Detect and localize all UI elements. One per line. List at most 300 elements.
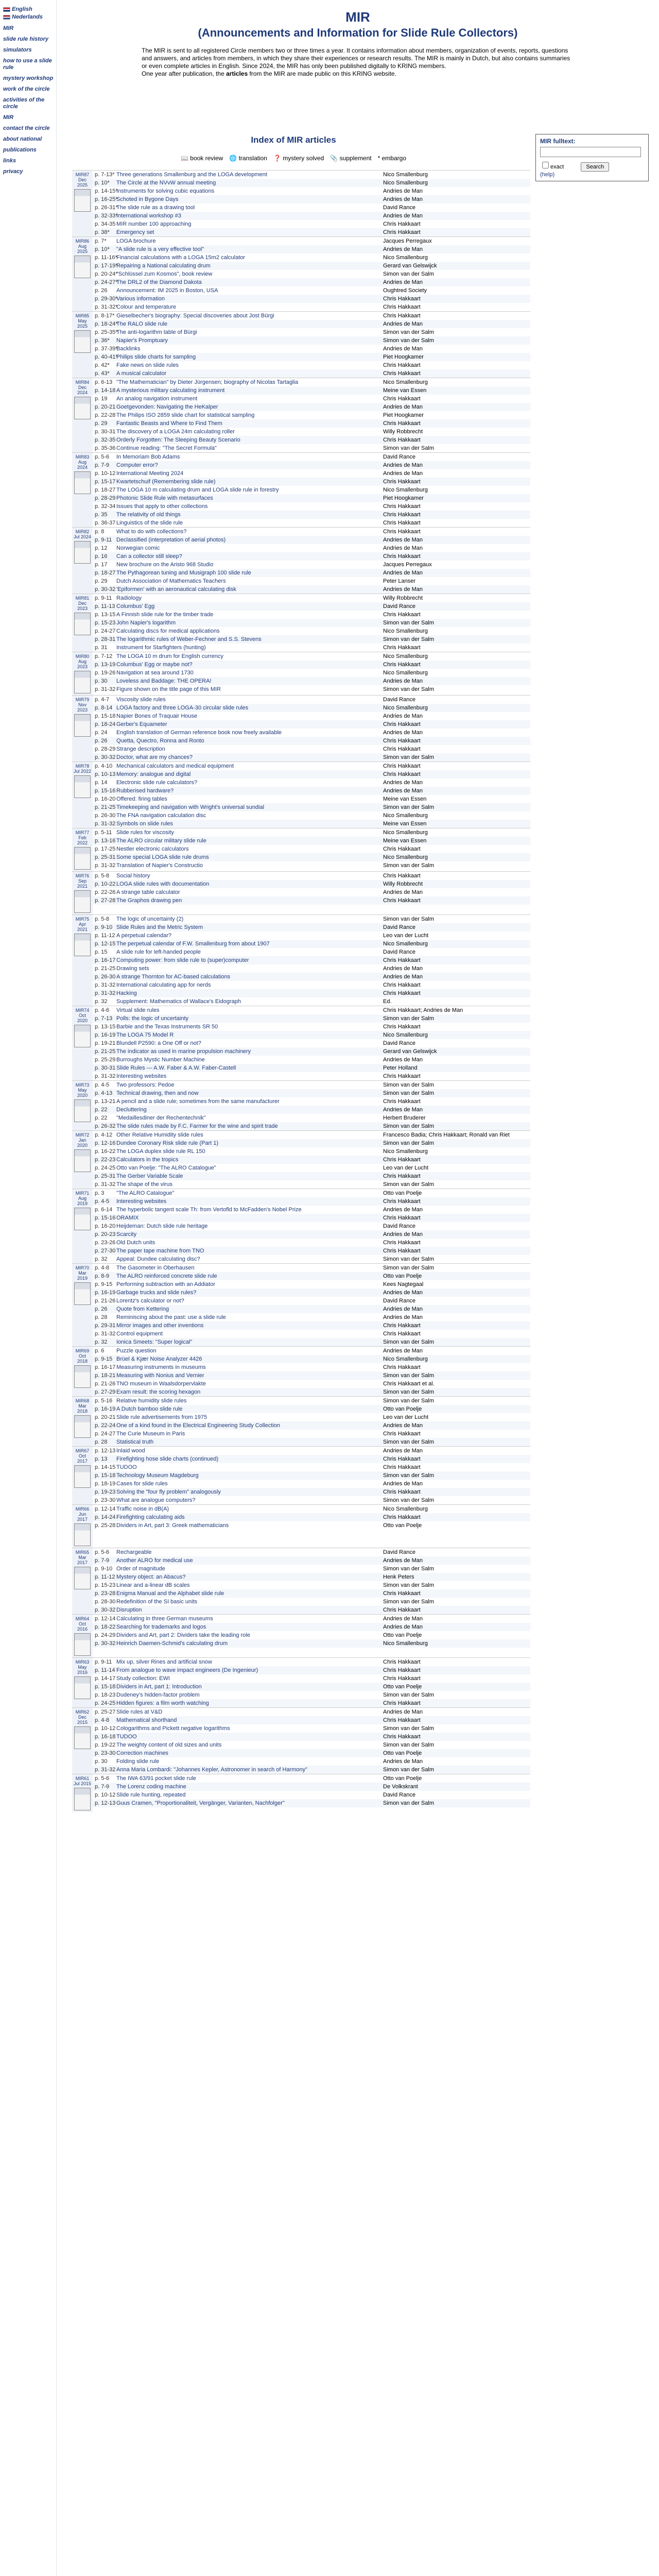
article-row	[93, 872, 530, 880]
issue-cover-image[interactable]	[74, 714, 91, 737]
article-title-link[interactable]: A perpetual calendar?	[116, 933, 172, 939]
article-title-link[interactable]: Blundell P2590: a One Off or not?	[116, 1040, 201, 1046]
search-input[interactable]	[540, 147, 641, 157]
article-title-link[interactable]: MIR number 100 approaching	[116, 221, 192, 227]
issue-cover-image[interactable]	[74, 541, 91, 564]
article-title-link[interactable]: Technology Museum Magdeburg	[116, 1472, 199, 1479]
article-title-link[interactable]: Anna Maria Lombardi: "Johannes Kepler, Astronomer in search of Harmony"	[116, 1767, 307, 1773]
article-title-link[interactable]: Two professors: Pedoe	[116, 1082, 175, 1088]
article-title-link[interactable]: The DRL2 of the Diamond Dakota	[116, 279, 202, 285]
article-pages: p. 18-27	[95, 487, 116, 493]
article-title-link[interactable]: What to do with collections?	[116, 529, 187, 535]
article-title-link[interactable]: Dudeney's hidden-factor problem	[116, 1692, 200, 1698]
article-title-link[interactable]: The LOGA 10 m calculating drum and LOGA slide rule in forestry	[116, 487, 279, 493]
issue-cover-image[interactable]	[74, 397, 91, 419]
article-title-link[interactable]: Heinrich Daemen-Schmid's calculating drum	[116, 1640, 228, 1647]
article-title-link[interactable]: The slide rules made by F.C. Farmer for the wine and spirit trade	[116, 1123, 278, 1129]
article-title-link[interactable]: The anti-logarithm table of Bürgi	[116, 329, 197, 335]
issue-thumbnail[interactable]	[72, 1347, 93, 1396]
article-title-link[interactable]: Drawing sets	[116, 965, 149, 972]
article-title-link[interactable]: Orderly Forgotten: The Sleeping Beauty Scenario	[116, 437, 240, 443]
issue-thumbnail[interactable]	[72, 528, 93, 594]
article-title-link[interactable]: Appeal: Dundee calculating disc?	[116, 1256, 200, 1262]
article-title-link[interactable]: The Gasometer in Oberhausen	[116, 1265, 195, 1271]
issue-cover-image[interactable]	[74, 1099, 91, 1122]
article-title-link[interactable]: Traffic noise in dB(A)	[116, 1506, 169, 1512]
issue-thumbnail[interactable]	[72, 696, 93, 761]
article-title-link[interactable]: Dividers in Art, part 3: Greek mathematicians	[116, 1522, 229, 1529]
article-title-link[interactable]: The Circle at the NVvW annual meeting	[116, 180, 216, 186]
article-title-link[interactable]: Firefighting calculating aids	[116, 1514, 185, 1520]
article-title-link[interactable]: Figure shown on the title page of this MIR	[116, 686, 221, 692]
issue-cover-image[interactable]	[74, 890, 91, 913]
issue-cover-image[interactable]	[74, 1676, 91, 1699]
article-list	[93, 696, 530, 761]
article-title-link[interactable]: Linguistics of the slide rule	[116, 520, 183, 526]
issue-thumbnail[interactable]	[72, 1264, 93, 1346]
article-title-link[interactable]: 'Epiformen' with an aeronautical calculating disk	[116, 586, 236, 592]
article-pages: p. 6-13	[95, 379, 113, 385]
article-title-link[interactable]: TNO museum in Waalsdorpervlakte	[116, 1381, 206, 1387]
article-title-link[interactable]: LOGA brochure	[116, 238, 156, 244]
article-author: Nico Smallenburg	[383, 628, 428, 634]
article-title-link[interactable]: Translation of Napier's Constructio	[116, 862, 203, 869]
article-title-link[interactable]: Emergency set	[116, 229, 154, 235]
article-title-link[interactable]: Some special LOGA slide rule drums	[116, 854, 209, 860]
article-author: Simon van der Salm	[383, 1123, 435, 1129]
article-row	[93, 1297, 530, 1305]
article-title-link[interactable]: Relative humidity slide rules	[116, 1398, 187, 1404]
article-title-link[interactable]: Financial calculations with a LOGA 15m2 calculator	[116, 255, 246, 261]
article-title-link[interactable]: Disruption	[116, 1607, 142, 1613]
article-row	[93, 1214, 530, 1222]
issue-thumbnail[interactable]	[72, 1447, 93, 1504]
article-title-link[interactable]: Declassified (interpretation of aerial photos)	[116, 537, 226, 543]
sidebar-item-0[interactable]: MIR	[3, 25, 14, 31]
sidebar-item-5[interactable]: work of the circle	[3, 86, 50, 92]
article-author: Chris Hakkaart	[383, 612, 421, 618]
article-title-link[interactable]: Colour and temperature	[116, 304, 177, 310]
article-title-link[interactable]: Slide Rules and the Metric System	[116, 924, 203, 930]
article-title-link[interactable]: Lorentz's calculator or not?	[116, 1298, 184, 1304]
issue-thumbnail[interactable]	[72, 1548, 93, 1614]
article-title-link[interactable]: Viscosity slide rules	[116, 697, 166, 703]
article-title-link[interactable]: Reminiscing about the past: use a slide rule	[116, 1314, 226, 1320]
article-title-link[interactable]: Guus Cramen, "Proportionaliteit, Vergänger, Varianten, Nachfolger"	[116, 1800, 285, 1806]
sidebar-item-10[interactable]: publications	[3, 147, 37, 153]
article-title-link[interactable]: "A slide rule is a very effective tool"	[116, 246, 204, 252]
article-title-link[interactable]: Control equipment	[116, 1331, 163, 1337]
article-title-link[interactable]: "Medaillesdiner der Rechentechnik"	[116, 1115, 206, 1121]
article-title-link[interactable]: Ionica Smeets: "Super logical"	[116, 1339, 193, 1345]
article-title-link[interactable]: "The Mathematician" by Dieter Jürgensen; biography of Nicolas Tartaglia	[116, 379, 299, 385]
article-title-link[interactable]: Decluttering	[116, 1107, 147, 1113]
article-title-link[interactable]: The Gerber Variable Scale	[116, 1173, 183, 1179]
article-title-link[interactable]: Dividers in Art, part 1: Introduction	[116, 1684, 202, 1690]
article-title-link[interactable]: The indicator as used in marine propulsion machinery	[116, 1048, 251, 1055]
article-title-link[interactable]: The LOGA 10 m drum for English currency	[116, 653, 223, 659]
article-title-link[interactable]: Slide rule hunting, repeated	[116, 1792, 186, 1798]
article-title-link[interactable]: A mysterious military calculating instrument	[116, 387, 225, 394]
issue-cover-image[interactable]	[74, 471, 91, 494]
article-title-link[interactable]: The perpetual calendar of F.W. Smallenburg from about 1907	[116, 941, 270, 947]
article-title-link[interactable]: Virtual slide rules	[116, 1007, 160, 1013]
issue-thumbnail[interactable]	[72, 1658, 93, 1707]
article-row	[93, 1371, 530, 1380]
article-row	[93, 1180, 530, 1189]
issue-cover-image[interactable]	[74, 1208, 91, 1230]
article-title-link[interactable]: The ALRO circular military slide rule	[116, 838, 206, 844]
article-title-link[interactable]: Interesting websites	[116, 1198, 167, 1205]
issue-thumbnail[interactable]	[72, 1505, 93, 1548]
article-pages: p. 28-31	[95, 636, 116, 642]
article-title-link[interactable]: Computing power: from slide rule to (super)computer	[116, 957, 249, 963]
sidebar-item-2[interactable]: simulators	[3, 47, 32, 53]
issue-cover-image[interactable]	[74, 934, 91, 956]
article-title-link[interactable]: Inlaid wood	[116, 1448, 145, 1454]
article-title-link[interactable]: Slide rules for viscosity	[116, 829, 174, 836]
article-title-link[interactable]: Memory: analogue and digital	[116, 771, 191, 777]
issue-thumbnail[interactable]	[72, 828, 93, 871]
article-title-link[interactable]: Quetta, Quectro, Ronna and Ronto	[116, 738, 204, 744]
article-title-link[interactable]: TUDOO	[116, 1464, 137, 1470]
sidebar-item-9[interactable]: about national	[3, 136, 42, 142]
issue-thumbnail[interactable]	[72, 1708, 93, 1774]
issue-cover-image[interactable]	[74, 1415, 91, 1438]
issue-thumbnail[interactable]	[72, 762, 93, 828]
issue-thumbnail[interactable]	[72, 171, 93, 236]
article-title-link[interactable]: Slide rule advertisements from 1975	[116, 1414, 207, 1420]
article-title-link[interactable]: Gieselbecher's biography: Special discoveries about Jost Bürgi	[116, 313, 274, 319]
issue-cover-image[interactable]	[74, 189, 91, 212]
article-title-link[interactable]: The Philips ISO 2859 slide chart for statistical sampling	[116, 412, 255, 418]
sidebar-item-12[interactable]: privacy	[3, 168, 23, 175]
article-title-link[interactable]: The FNA navigation calculation disc	[116, 812, 206, 819]
article-title-link[interactable]: Interesting websites	[116, 1073, 167, 1079]
issue-thumbnail[interactable]	[72, 1774, 93, 1812]
article-title-link[interactable]: Navigation at sea around 1730	[116, 670, 194, 676]
article-title-link[interactable]: John Napier's logarithm	[116, 620, 176, 626]
issue-label: MIR66 Jun 2017	[75, 1506, 90, 1522]
article-title-link[interactable]: Dividers and Art, part 2: Dividers take the leading role	[116, 1632, 250, 1638]
article-title-link[interactable]: Exam result: the scoring hexagon	[116, 1389, 201, 1395]
article-title-link[interactable]: Announcement: IM 2025 in Boston, USA	[116, 287, 218, 294]
article-row	[93, 536, 530, 544]
article-title-link[interactable]: Instrument for Starfighters (hunting)	[116, 645, 206, 651]
article-title-link[interactable]: Calculating in three German museums	[116, 1616, 213, 1622]
article-title-link[interactable]: Three generations Smallenburg and the LOGA development	[116, 172, 267, 178]
article-title-link[interactable]: Instruments for solving cubic equations	[116, 188, 215, 194]
issue-thumbnail[interactable]	[72, 594, 93, 652]
issue-cover-image[interactable]	[74, 1465, 91, 1488]
sidebar-item-1[interactable]: slide rule history	[3, 36, 49, 42]
article-title-link[interactable]: Mystery object: an Abacus?	[116, 1574, 186, 1580]
article-title-link[interactable]: Goetgevonden: Navigating the HeKalper	[116, 404, 218, 410]
article-title-link[interactable]: A Finnish slide rule for the timber trade	[116, 612, 214, 618]
article-row	[93, 1039, 530, 1047]
article-pages: p. 10-13	[95, 771, 116, 777]
article-title-link[interactable]: A slide rule for left-handed people	[116, 949, 201, 955]
article-title-link[interactable]: Hacking	[116, 990, 137, 996]
article-title-link[interactable]: Mirror images and other inventions	[116, 1323, 204, 1329]
article-title-link[interactable]: Puzzle question	[116, 1348, 157, 1354]
article-title-link[interactable]: The paper tape machine from TNO	[116, 1248, 204, 1254]
issue-cover-image[interactable]	[74, 1567, 91, 1589]
issue-thumbnail[interactable]	[72, 1081, 93, 1130]
article-title-link[interactable]: A pencil and a slide rule; sometimes from the same manufacturer	[116, 1098, 280, 1105]
article-title-link[interactable]: An analog navigation instrument	[116, 396, 198, 402]
article-title-link[interactable]: Enigma Manual and the Alphabet slide rule	[116, 1590, 224, 1597]
article-title-link[interactable]: The Graphos drawing pen	[116, 897, 182, 904]
sidebar-item-7[interactable]: MIR	[3, 114, 14, 121]
article-title-link[interactable]: Can a collector still sleep?	[116, 553, 182, 560]
article-title-link[interactable]: Photonic Slide Rule with metasurfaces	[116, 495, 213, 501]
article-title-link[interactable]: TUDOO	[116, 1734, 137, 1740]
article-row	[93, 478, 530, 486]
issue-cover-image[interactable]	[74, 1788, 91, 1810]
article-pages: p. 28	[95, 1314, 108, 1320]
article-title-link[interactable]: Folding slide rule	[116, 1758, 160, 1765]
sidebar-item-6[interactable]: activities of the circle	[3, 97, 45, 110]
issue-cover-image[interactable]	[74, 256, 91, 278]
article-title-link[interactable]: Supplement: Mathematics of Wallace's Eidograph	[116, 998, 241, 1005]
article-title-link[interactable]: Calculating discs for medical applications	[116, 628, 220, 634]
article-author: Simon van der Salm	[383, 1265, 435, 1271]
article-title-link[interactable]: Napier's Promptuary	[116, 337, 168, 344]
sidebar-item-8[interactable]: contact the circle	[3, 125, 50, 131]
article-title-link[interactable]: Polls: the logic of uncertainty	[116, 1015, 189, 1022]
issue-thumbnail[interactable]	[72, 453, 93, 527]
issue-cover-image[interactable]	[74, 1149, 91, 1172]
article-author: Piet Hoogkamer	[383, 354, 424, 360]
article-title-link[interactable]: Old Dutch units	[116, 1240, 155, 1246]
article-title-link[interactable]: A strange table calculator	[116, 889, 180, 895]
article-title-link[interactable]: Technical drawing, then and now	[116, 1090, 199, 1096]
issue-thumbnail[interactable]	[72, 1006, 93, 1080]
article-title-link[interactable]: Statistical truth	[116, 1439, 154, 1445]
article-title-link[interactable]: The RALO slide rule	[116, 321, 168, 327]
article-title-link[interactable]: Issues that apply to other collections	[116, 503, 208, 510]
article-title-link[interactable]: The Curie Museum in Paris	[116, 1431, 185, 1437]
article-title-link[interactable]: Mathematical shorthand	[116, 1717, 177, 1723]
issue-thumbnail[interactable]	[72, 872, 93, 914]
article-title-link[interactable]: In Memoriam Bob Adams	[116, 454, 180, 460]
article-title-link[interactable]: Various information	[116, 296, 165, 302]
article-title-link[interactable]: Order of magnitude	[116, 1566, 165, 1572]
article-title-link[interactable]: Doctor, what are my chances?	[116, 754, 193, 760]
article-title-link[interactable]: Calculators in the tropics	[116, 1157, 179, 1163]
article-title-link[interactable]: The hyperbolic tangent scale Th: from Vertofld to McFadden's Nobel Prize	[116, 1207, 302, 1213]
issue-cover-image[interactable]	[74, 1523, 91, 1546]
article-title-link[interactable]: The Lorenz coding machine	[116, 1784, 186, 1790]
issue-thumbnail[interactable]	[72, 1397, 93, 1446]
issue-cover-image[interactable]	[74, 330, 91, 353]
article-title-link[interactable]: Repairing a National calculating drum	[116, 263, 211, 269]
article-title-link[interactable]: Linear and a-linear dB scales	[116, 1582, 190, 1588]
article-title-link[interactable]: Strange description	[116, 746, 165, 752]
issue-cover-image[interactable]	[74, 1282, 91, 1305]
article-title-link[interactable]: Otto van Poelje: "The ALRO Catalogue"	[116, 1165, 216, 1171]
article-title-link[interactable]: The ALRO reinforced concrete slide rule	[116, 1273, 217, 1279]
article-row	[93, 1674, 530, 1683]
issue-cover-image[interactable]	[74, 613, 91, 635]
article-title-link[interactable]: Norwegian comic	[116, 545, 160, 551]
article-title-link[interactable]: Solving the "four fly problem" analogously	[116, 1489, 221, 1495]
article-title-link[interactable]: One of a kind found in the Electrical Engineering Study Collection	[116, 1422, 280, 1429]
issue-thumbnail[interactable]	[72, 1189, 93, 1263]
article-title-link[interactable]: Another ALRO for medical use	[116, 1557, 193, 1564]
issue-thumbnail[interactable]	[72, 378, 93, 452]
article-title-link[interactable]: The IWA 63/91 pocket slide rule	[116, 1775, 196, 1782]
article-title-link[interactable]: ORAMIX	[116, 1215, 139, 1221]
search-button[interactable]: Search	[581, 162, 609, 172]
article-title-link[interactable]: Scarcity	[116, 1231, 137, 1238]
article-title-link[interactable]: Schoted in Bygone Days	[116, 196, 179, 202]
article-title-link[interactable]: Columbus' Egg	[116, 603, 155, 609]
issue-cover-image[interactable]	[74, 1726, 91, 1749]
article-title-link[interactable]: Slide rules at V&D	[116, 1709, 163, 1715]
article-title-link[interactable]: Mix up, silver Rines and artificial snow	[116, 1659, 212, 1665]
article-row	[93, 1081, 530, 1089]
article-title-link[interactable]: LOGA slide rules with documentation	[116, 881, 210, 887]
article-title-link[interactable]: A Dutch bamboo slide rule	[116, 1406, 183, 1412]
article-title-link[interactable]: Cologarithms and Pickett negative logarithms	[116, 1725, 230, 1732]
article-title-link[interactable]: Backlinks	[116, 346, 141, 352]
article-title-link[interactable]: Offered: firing tables	[116, 796, 167, 802]
article-title-link[interactable]: The Pythagorean tuning and Musigraph 100 slide rule	[116, 570, 251, 576]
article-title-link[interactable]: A strange Thornton for AC-based calculations	[116, 974, 231, 980]
article-title-link[interactable]: International calculating app for nerds	[116, 982, 211, 988]
article-pages: p. 37-39*	[95, 346, 118, 352]
article-title-link[interactable]: Measuring instruments in museums	[116, 1364, 206, 1370]
article-title-link[interactable]: Dundee Coronary Risk slide rule (Part 1)	[116, 1140, 219, 1146]
issue-block	[72, 761, 530, 828]
article-title-link[interactable]: "Schlüssel zum Kosmos", book review	[116, 271, 213, 277]
article-title-link[interactable]: Garbage trucks and slide rules?	[116, 1290, 197, 1296]
article-title-link[interactable]: Columbus' Egg or maybe not?	[116, 662, 193, 668]
issue-cover-image[interactable]	[74, 847, 91, 870]
article-title-link[interactable]: New brochure on the Aristo 968 Studio	[116, 562, 214, 568]
article-title-link[interactable]: Fake news on slide rules	[116, 362, 179, 368]
article-title-link[interactable]: Slide Rules — A.W. Faber & A.W. Faber-Castell	[116, 1065, 236, 1071]
sidebar-item-3[interactable]: how to use a slide rule	[3, 58, 52, 71]
issue-thumbnail[interactable]	[72, 915, 93, 1006]
issue-label: MIR71 Aug 2019	[75, 1191, 90, 1206]
article-list	[93, 762, 530, 828]
article-title-link[interactable]: Brüel & Kjær Noise Analyzer 4426	[116, 1356, 202, 1362]
help-link[interactable]: (help)	[540, 172, 555, 178]
article-title-link[interactable]: LOGA factory and three LOGA-30 circular slide rules	[116, 705, 249, 711]
article-title-link[interactable]: The shape of the virus	[116, 1181, 172, 1188]
issue-cover-image[interactable]	[74, 671, 91, 693]
article-title-link[interactable]: "The ALRO Catalogue"	[116, 1190, 175, 1196]
language-nl[interactable]	[3, 14, 56, 20]
article-title-link[interactable]: Nestler electronic calculators	[116, 846, 189, 852]
article-title-link[interactable]: International workshop #3	[116, 213, 181, 219]
article-title-link[interactable]: Quote from Kettering	[116, 1306, 169, 1312]
article-title-link[interactable]: Social history	[116, 873, 150, 879]
article-title-link[interactable]: Loveless and Baddage: THE OPERA!	[116, 678, 212, 684]
article-list	[93, 915, 530, 1006]
issue-thumbnail[interactable]	[72, 1615, 93, 1657]
article-title-link[interactable]: Rechargeable	[116, 1549, 152, 1555]
article-title-link[interactable]: What are analogue computers?	[116, 1497, 196, 1503]
article-title-link[interactable]: Rubberised hardware?	[116, 788, 174, 794]
article-author: Leo van der Lucht	[383, 1414, 429, 1420]
article-title-link[interactable]: Redefinition of the SI basic units	[116, 1599, 198, 1605]
article-title-link[interactable]: Gerber's Equameter	[116, 721, 167, 727]
article-title-link[interactable]: The LOGA duplex slide rule RL 150	[116, 1148, 205, 1155]
article-title-link[interactable]: Barbie and the Texas Instruments SR 50	[116, 1024, 218, 1030]
article-title-link[interactable]: Electronic slide rule calculators?	[116, 779, 198, 786]
issue-cover-image[interactable]	[74, 1025, 91, 1047]
issue-thumbnail[interactable]	[72, 1131, 93, 1189]
article-title-link[interactable]: Radiology	[116, 595, 142, 601]
sidebar-item-4[interactable]: mystery workshop	[3, 75, 54, 81]
article-title-link[interactable]: The logarithmic rules of Weber-Fechner and S.S. Stevens	[116, 636, 262, 642]
article-row	[93, 528, 530, 536]
article-title-link[interactable]: The discovery of a LOGA 24m calculating roller	[116, 429, 235, 435]
issue-thumbnail[interactable]	[72, 237, 93, 311]
article-title-link[interactable]: Performing subtraction with an Addiator	[116, 1281, 215, 1287]
article-title-link[interactable]: English translation of German reference book now freely available	[116, 730, 282, 736]
article-title-link[interactable]: The weighty content of old sizes and units	[116, 1742, 222, 1748]
article-title-link[interactable]: Symbols on slide rules	[116, 821, 174, 827]
article-title-link[interactable]: From analogue to wave impact engineers (De Ingenieur)	[116, 1667, 258, 1673]
article-author: Leo van der Lucht	[383, 933, 429, 939]
article-title-link[interactable]: Burroughs Mystic Number Machine	[116, 1057, 205, 1063]
sidebar-item-11[interactable]: links	[3, 158, 16, 164]
article-title-link[interactable]: The relativity of old things	[116, 512, 181, 518]
article-title-link[interactable]: A musical calculator	[116, 370, 167, 377]
article-title-link[interactable]: Timekeeping and navigation with Wright's universal sundial	[116, 804, 265, 810]
article-author: Chris Hakkaart	[383, 1073, 421, 1079]
article-title-link[interactable]: Measuring with Nonius and Vernier	[116, 1372, 204, 1379]
article-title-link[interactable]: Study collection: EWI	[116, 1675, 170, 1682]
issue-cover-image[interactable]	[74, 1365, 91, 1388]
article-title-link[interactable]: Firefighting hose slide charts (continued)	[116, 1456, 219, 1462]
article-title-link[interactable]: Correction machines	[116, 1750, 168, 1756]
article-pages: p. 14-18	[95, 387, 116, 394]
article-title-link[interactable]: Mechanical calculators and medical equipment	[116, 763, 234, 769]
article-title-link[interactable]: Heijdeman: Dutch slide rule heritage	[116, 1223, 208, 1229]
exact-checkbox[interactable]	[542, 162, 549, 168]
issue-cover-image[interactable]	[74, 1633, 91, 1656]
article-title-link[interactable]: Kwartetschuif (Remembering slide rule)	[116, 479, 216, 485]
article-title-link[interactable]: The slide rule as a drawing tool	[116, 205, 195, 211]
article-title-link[interactable]: Cases for slide rules	[116, 1481, 168, 1487]
article-title-link[interactable]: Dutch Association of Mathematics Teachers	[116, 578, 226, 584]
issue-thumbnail[interactable]	[72, 652, 93, 695]
article-title-link[interactable]: Fantastic Beasts and Where to Find Them	[116, 420, 222, 427]
article-title-link[interactable]: Computer error?	[116, 462, 158, 468]
article-author: Andries de Man	[383, 537, 423, 543]
issue-cover-image[interactable]	[74, 775, 91, 798]
article-title-link[interactable]: Philips slide charts for sampling	[116, 354, 196, 360]
article-title-link[interactable]: International Meeting 2024	[116, 470, 184, 477]
article-title-link[interactable]: Hidden figures: a film worth watching	[116, 1700, 209, 1706]
language-en[interactable]	[3, 6, 56, 12]
article-pages: p. 6-14	[95, 1207, 113, 1213]
article-title-link[interactable]: The LOGA 75 Model R	[116, 1032, 174, 1038]
article-title-link[interactable]: Continue reading: "The Secret Formula"	[116, 445, 217, 451]
article-title-link[interactable]: Searching for trademarks and logos	[116, 1624, 206, 1630]
article-title-link[interactable]: Napier Bones of Traquair House	[116, 713, 198, 719]
article-title-link[interactable]: Other Relative Humidity slide rules	[116, 1132, 203, 1138]
article-author: Peter Holland	[383, 1065, 418, 1071]
issue-thumbnail[interactable]	[72, 312, 93, 378]
article-title-link[interactable]: The logic of uncertainty (2)	[116, 916, 184, 922]
